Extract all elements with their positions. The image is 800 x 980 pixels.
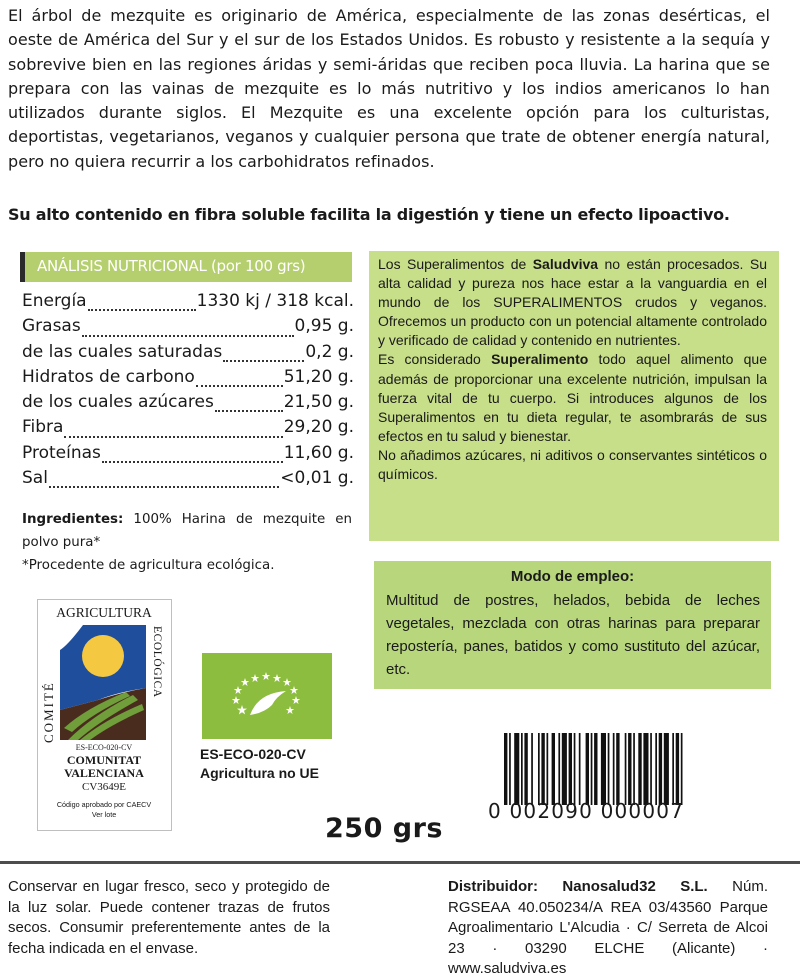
caecv-lote: Ver lote <box>91 810 117 819</box>
distributor-text: Núm. RGSEAA 40.050234/A REA 03/43560 Parque Agroalimentario L'Alcudia · C/ Serreta de Alcoi 23 · 03290 ELCHE (Alicante) · www.saludviva.es <box>448 878 768 977</box>
nutrition-value: 51,20 g. <box>283 366 354 387</box>
superalimentos-p1-post: no están procesados. Su alta calidad y pureza nos hace estar a la vanguardia en el mundo de los SUPERALIMENTOS crudos y veganos. Ofrecemos un producto con un potencial altamente controlado y verificado de calidad y contenido en nutrientes. <box>378 256 767 349</box>
net-weight: 250 grs <box>325 813 443 844</box>
caecv-seal <box>37 599 172 831</box>
nutrition-value: 21,50 g. <box>283 392 354 413</box>
distributor-info <box>448 877 768 980</box>
superalimentos-p3: No añadimos azúcares, ni aditivos o conservantes sintéticos o químicos. <box>378 446 767 483</box>
footer-divider <box>0 861 800 864</box>
nutrition-label: de las cuales saturadas <box>22 341 223 362</box>
nutrition-row <box>22 316 354 341</box>
superalimento-term: Superalimento <box>491 351 589 368</box>
caecv-line3: CV3649E <box>82 781 126 793</box>
modo-empleo-title: Modo de empleo: <box>510 568 635 585</box>
nutrition-label: Grasas <box>22 316 81 337</box>
caecv-line2: VALENCIANA <box>64 766 144 780</box>
caecv-approved: Código aprobado por CAECV <box>56 800 152 809</box>
nutrition-row <box>22 417 354 442</box>
nutrition-label: Hidratos de carbono <box>22 366 195 387</box>
eu-code: ES-ECO-020-CV <box>200 746 306 762</box>
distributor-label: Distribuidor: Nanosalud32 S.L. <box>448 878 708 895</box>
intro-paragraph: El árbol de mezquite es originario de América, especialmente de las zonas desérticas, el oeste de América del Sur y el sur de los Estados Unidos. Es robusto y resistente a la sequía y sobrevive bien en las regiones áridas y semi-áridas que reciben poca lluvia. La harina que se prepara con las vainas de mezquite es lo más nutritivo y los indios americanos lo han utilizados durante siglos. El Mezquite es una excelente opción para los culturistas, deportistas, vegetarianos, veganos y cualquier persona que trate de obtener energía natural, pero no quiera recurrir a los carbohidratos refinados. <box>8 6 770 171</box>
nutrition-table <box>22 291 354 493</box>
nutrition-label: Fibra <box>22 417 64 438</box>
caecv-left-text: COMITÉ <box>41 681 56 743</box>
ingredients-note: *Procedente de agricultura ecológica. <box>22 558 275 573</box>
superalimentos-p2-pre: Es considerado <box>378 351 492 368</box>
modo-empleo-box <box>374 561 771 689</box>
ingredients-text: 100% Harina de mezquite en polvo pura* <box>22 512 352 550</box>
barcode <box>504 733 746 805</box>
nutrition-label: Proteínas <box>22 442 101 463</box>
nutrition-row <box>22 367 354 392</box>
eu-organic-logo <box>202 653 332 739</box>
superalimentos-text <box>378 255 767 484</box>
nutrition-header <box>20 252 352 282</box>
eu-leaf-icon <box>202 653 332 739</box>
brand-name: Saludviva <box>532 256 599 272</box>
caecv-line1: COMUNITAT <box>66 753 142 767</box>
ingredients-label: Ingredientes: <box>22 512 124 527</box>
superalimentos-box <box>369 251 779 541</box>
nutrition-row <box>22 342 354 367</box>
nutrition-value: <0,01 g. <box>280 468 354 489</box>
caecv-code: ES-ECO-020-CV <box>75 743 133 752</box>
modo-empleo-text: Multitud de postres, helados, bebida de leches vegetales, mezclada con otras harinas para preparar repostería, panes, batidos y como sustituto del azúcar, etc. <box>386 592 760 678</box>
caecv-right-text: ECOLÓGICA <box>151 626 163 698</box>
nutrition-row <box>22 468 354 493</box>
nutrition-value: 0,95 g. <box>294 316 354 337</box>
barcode-icon <box>504 733 746 805</box>
nutrition-row <box>22 291 354 316</box>
caecv-logo-icon <box>38 600 171 830</box>
storage-instructions: Conservar en lugar fresco, seco y protegido de la luz solar. Puede contener trazas de frutos secos. Consumir preferentemente antes de la fecha indicada en el envase. <box>8 878 330 957</box>
nutrition-row <box>22 392 354 417</box>
nutrition-value: 1330 kj / 318 kcal. <box>196 291 354 311</box>
eu-origin: Agricultura no UE <box>200 765 320 781</box>
nutrition-value: 29,20 g. <box>283 417 354 438</box>
nutrition-value: 11,60 g. <box>283 442 354 463</box>
caecv-top-text: AGRICULTURA <box>56 605 152 620</box>
nutrition-label: Energía <box>22 291 87 311</box>
nutrition-value: 0,2 g. <box>305 341 354 362</box>
eu-caption <box>200 745 319 783</box>
nutrition-label: Sal <box>22 468 48 489</box>
nutrition-label: de los cuales azúcares <box>22 392 214 413</box>
nutrition-row <box>22 443 354 468</box>
barcode-number: 0 002090 000007 <box>488 799 685 823</box>
intro-highlight: Su alto contenido en fibra soluble facilita la digestión y tiene un efecto lipoactivo. <box>8 205 730 224</box>
superalimentos-p1-pre: Los Superalimentos de <box>378 256 533 272</box>
ingredients <box>22 508 352 577</box>
superalimentos-p2-post: todo aquel alimento que además de proporcionar una excelente nutrición, impulsan la fuerza vital de tu cuerpo. Si introduces algunos de los Superalimentos en tu dieta regular, te asombrarás de sus efectos en tu salud y bienestar. <box>378 351 767 444</box>
nutrition-title: ANÁLISIS NUTRICIONAL (por 100 grs) <box>37 257 306 275</box>
